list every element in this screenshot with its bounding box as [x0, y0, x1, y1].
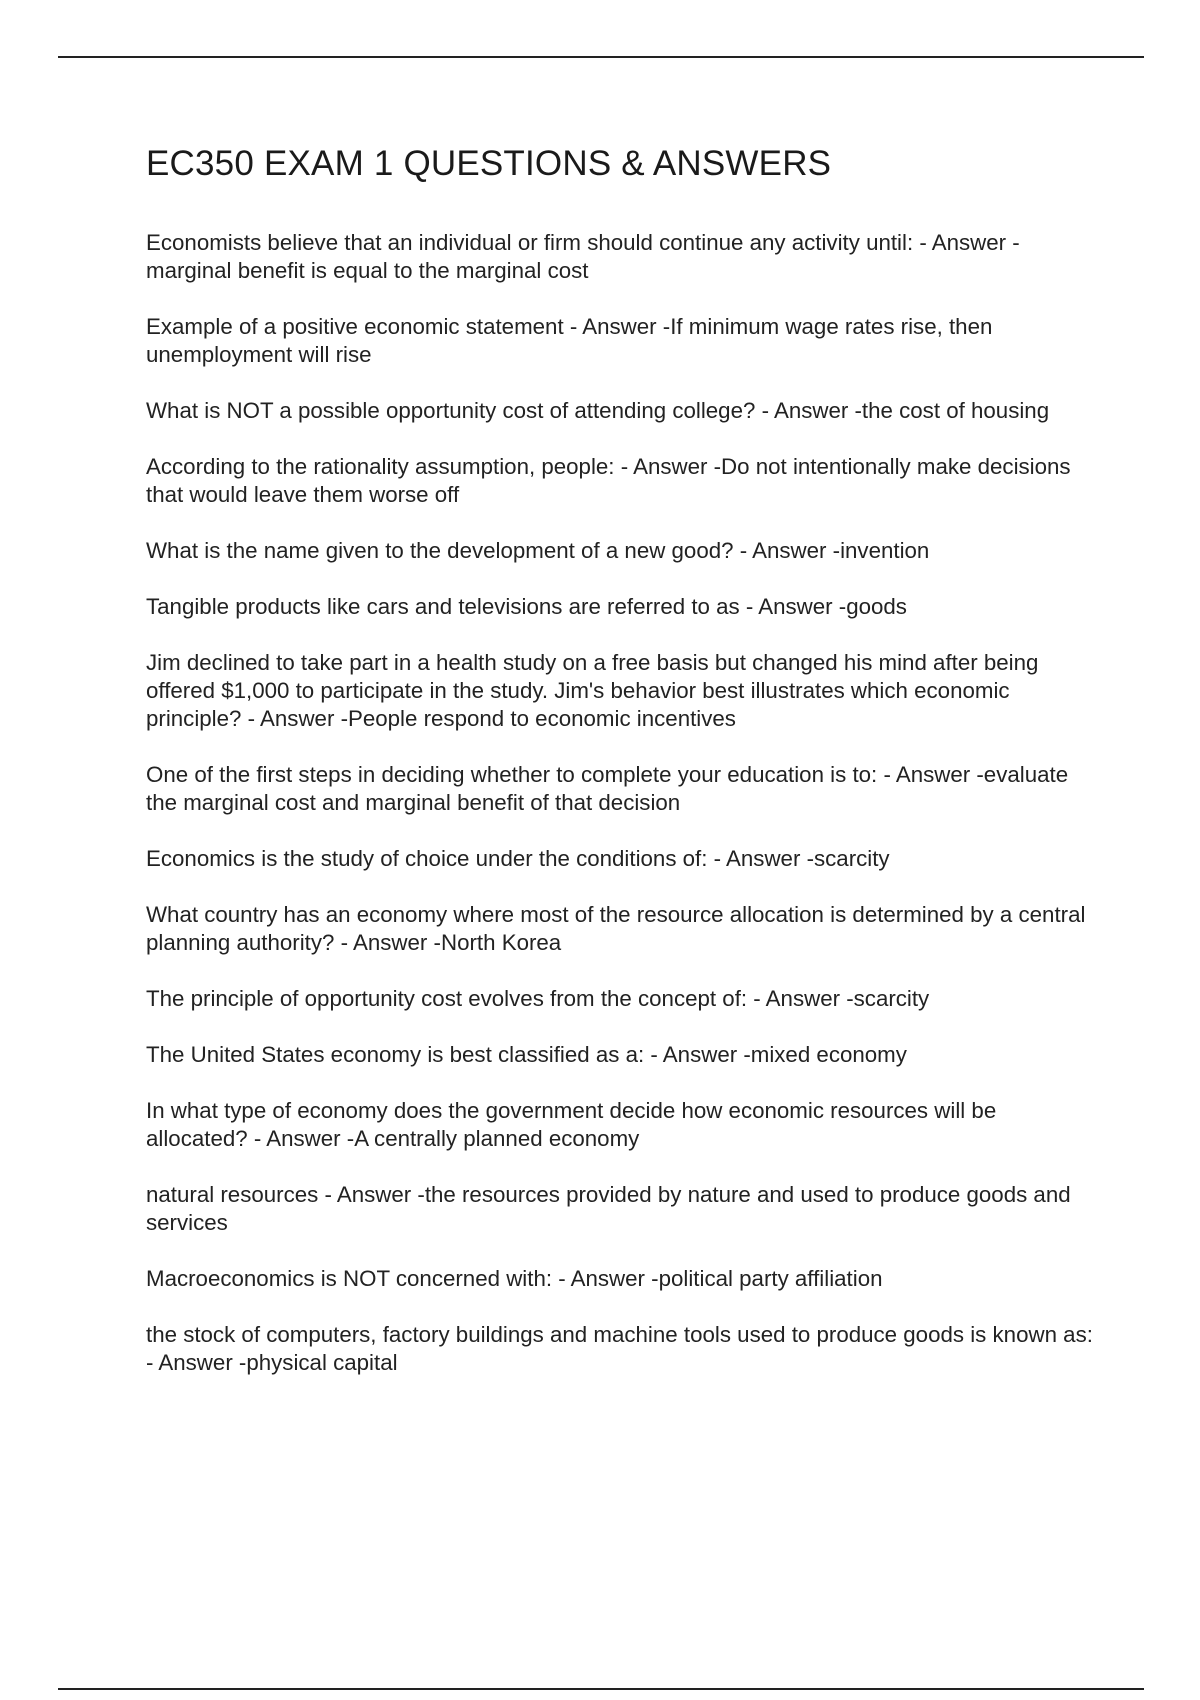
qa-item: Economists believe that an individual or firm should continue any activity until: - Answer -marginal benefit is equal to the marginal cost	[146, 230, 1020, 283]
qa-item: The principle of opportunity cost evolves from the concept of: - Answer -scarcity	[146, 986, 930, 1011]
qa-item: natural resources - Answer -the resources provided by nature and used to produce goods and services	[146, 1182, 1071, 1235]
qa-item: Tangible products like cars and televisions are referred to as - Answer -goods	[146, 594, 907, 619]
qa-item: One of the first steps in deciding whether to complete your education is to: - Answer -evaluate the marginal cost and marginal benefit of that decision	[146, 762, 1069, 815]
qa-item: What is NOT a possible opportunity cost of attending college? - Answer -the cost of housing	[146, 398, 1050, 423]
qa-item: Example of a positive economic statement - Answer -If minimum wage rates rise, then unemployment will rise	[146, 314, 993, 367]
qa-item: Macroeconomics is NOT concerned with: - Answer -political party affiliation	[146, 1266, 883, 1291]
qa-item: Economics is the study of choice under the conditions of: - Answer -scarcity	[146, 846, 890, 871]
qa-item: What is the name given to the development of a new good? - Answer -invention	[146, 538, 930, 563]
qa-item: the stock of computers, factory buildings and machine tools used to produce goods is known as: - Answer -physical capital	[146, 1322, 1093, 1375]
qa-list	[146, 229, 1096, 1377]
qa-item: The United States economy is best classified as a: - Answer -mixed economy	[146, 1042, 907, 1067]
top-rule	[58, 56, 1144, 58]
document-body	[146, 140, 1096, 1405]
qa-item: Jim declined to take part in a health study on a free basis but changed his mind after being offered $1,000 to participate in the study. Jim's behavior best illustrates which economic principle? - Answer -People respond to economic incentives	[146, 650, 1039, 731]
bottom-rule	[58, 1688, 1144, 1690]
qa-item: In what type of economy does the government decide how economic resources will be allocated? - Answer -A centrally planned economy	[146, 1098, 997, 1151]
qa-item: According to the rationality assumption, people: - Answer -Do not intentionally make decisions that would leave them worse off	[146, 454, 1071, 507]
qa-item: What country has an economy where most of the resource allocation is determined by a central planning authority? - Answer -North Korea	[146, 902, 1086, 955]
document-title: EC350 EXAM 1 QUESTIONS & ANSWERS	[146, 144, 832, 183]
